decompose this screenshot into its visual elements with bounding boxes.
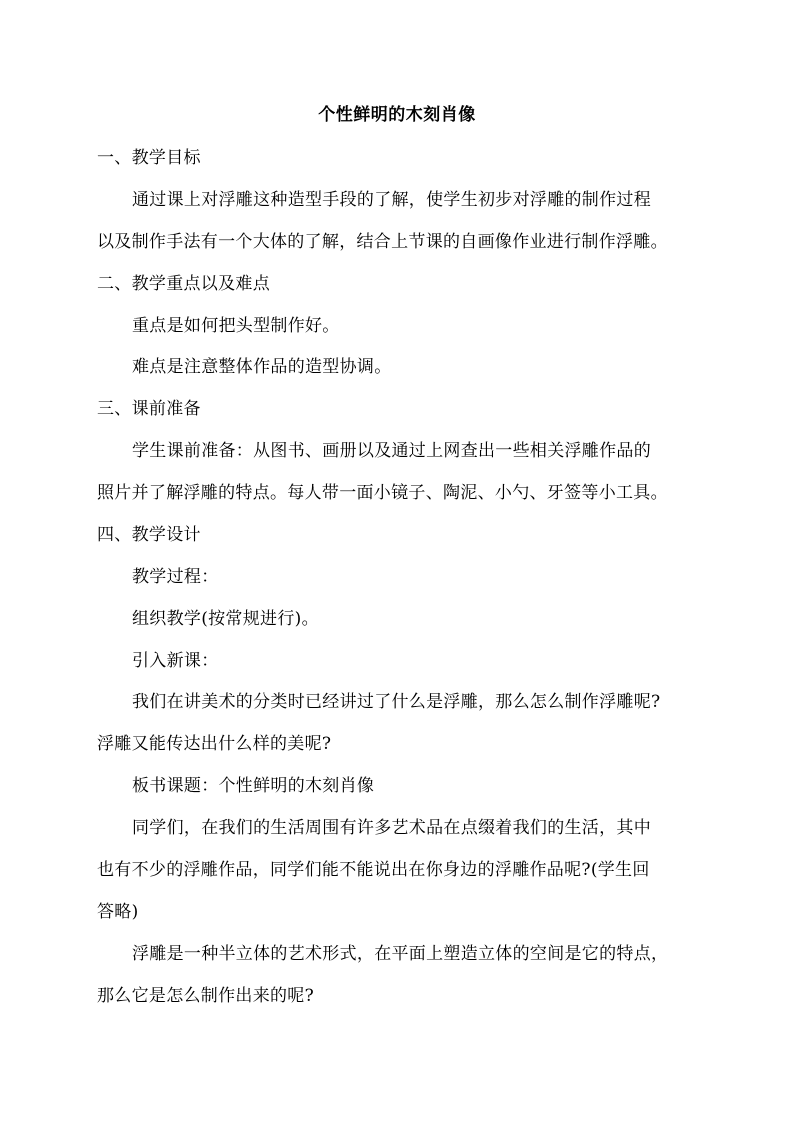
paragraph-line: 也有不少的浮雕作品，同学们能不能说出在你身边的浮雕作品呢?(学生回 — [97, 860, 650, 880]
paragraph-line: 我们在讲美术的分类时已经讲过了什么是浮雕，那么怎么制作浮雕呢? — [132, 692, 661, 712]
paragraph-line: 浮雕是一种半立体的艺术形式，在平面上塑造立体的空间是它的特点， — [132, 944, 669, 964]
paragraph-line: 组织教学(按常规进行)。 — [132, 609, 319, 629]
paragraph-line: 重点是如何把头型制作好。 — [132, 316, 340, 336]
paragraph-line: 学生课前准备：从图书、画册以及通过上网查出一些相关浮雕作品的 — [132, 441, 651, 461]
document-title: 个性鲜明的木刻肖像 — [318, 105, 476, 125]
section-heading-objectives: 一、教学目标 — [97, 148, 201, 168]
paragraph-line: 教学过程： — [132, 567, 219, 587]
paragraph-line: 以及制作手法有一个大体的了解，结合上节课的自画像作业进行制作浮雕。 — [97, 232, 668, 252]
paragraph-line: 通过课上对浮雕这种造型手段的了解，使学生初步对浮雕的制作过程 — [132, 190, 651, 210]
section-heading-preparation: 三、课前准备 — [97, 399, 201, 419]
paragraph-line: 难点是注意整体作品的造型协调。 — [132, 357, 392, 377]
paragraph-line: 板书课题：个性鲜明的木刻肖像 — [132, 776, 375, 796]
paragraph-line: 那么它是怎么制作出来的呢? — [97, 986, 315, 1006]
paragraph-line: 引入新课： — [132, 651, 219, 671]
paragraph-line: 答略) — [97, 902, 139, 922]
paragraph-line: 照片并了解浮雕的特点。每人带一面小镜子、陶泥、小勺、牙签等小工具。 — [97, 483, 668, 503]
paragraph-line: 浮雕又能传达出什么样的美呢? — [97, 734, 332, 754]
section-heading-design: 四、教学设计 — [97, 525, 201, 545]
paragraph-line: 同学们，在我们的生活周围有许多艺术品在点缀着我们的生活，其中 — [132, 818, 651, 838]
section-heading-key-points: 二、教学重点以及难点 — [97, 274, 270, 294]
